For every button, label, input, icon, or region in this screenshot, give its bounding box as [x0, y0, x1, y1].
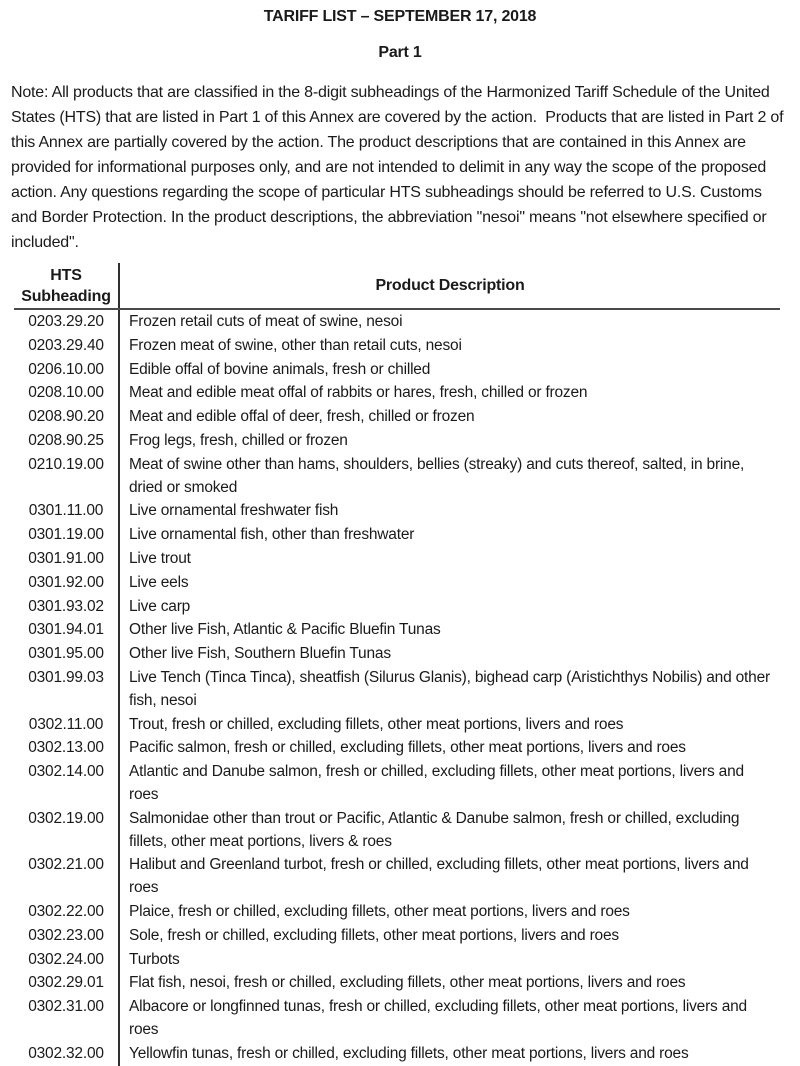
document-title: TARIFF LIST – SEPTEMBER 17, 2018 [263, 8, 537, 25]
product-description-cell: Yellowfin tunas, fresh or chilled, excluding fillets, other meat portions, livers and roes [118, 1042, 780, 1066]
product-description-cell: Turbots [118, 948, 780, 972]
product-description-cell: Halibut and Greenland turbot, fresh or chilled, excluding fillets, other meat portions, livers and roes [118, 853, 780, 900]
hts-code-cell: 0301.11.00 [28, 502, 104, 520]
table-row [14, 1042, 780, 1066]
product-description-cell: Frog legs, fresh, chilled or frozen [118, 429, 780, 453]
note-paragraph: Note: All products that are classified in the 8-digit subheadings of the Harmonized Tariff Schedule of the United States (HTS) that are listed in Part 1 of this Annex are covered by the action. Products that are listed in Part 2 of this Annex are partially covered by the action. The product descriptions that are contained in this Annex are provided for informational purposes only, and are not intended to delimit in any way the scope of the proposed action. Any questions regarding the scope of particular HTS subheadings should be referred to U.S. Customs and Border Protection. In the product descriptions, the abbreviation "nesoi" means "not elsewhere specified or included". [11, 84, 788, 251]
product-description-cell: Albacore or longfinned tunas, fresh or chilled, excluding fillets, other meat portions, livers and roes [118, 995, 780, 1042]
document-subtitle: Part 1 [378, 44, 422, 61]
product-description-cell: Flat fish, nesoi, fresh or chilled, excluding fillets, other meat portions, livers and roes [118, 971, 780, 995]
table-row [14, 381, 780, 405]
hts-code-cell: 0302.13.00 [28, 739, 104, 757]
table-row [14, 334, 780, 358]
table-row [14, 499, 780, 523]
product-description-cell: Meat of swine other than hams, shoulders, bellies (streaky) and cuts thereof, salted, in brine, dried or smoked [118, 453, 780, 500]
hts-code-cell: 0301.19.00 [28, 526, 104, 544]
hts-code-cell: 0302.23.00 [28, 926, 104, 944]
table-row [14, 971, 780, 995]
product-description-cell: Other live Fish, Southern Bluefin Tunas [118, 642, 780, 666]
hts-code-cell: 0302.31.00 [28, 998, 104, 1016]
table-row [14, 571, 780, 595]
table-row [14, 995, 780, 1042]
table-row [14, 595, 780, 619]
table-row [14, 453, 780, 500]
hts-code-cell: 0301.91.00 [28, 549, 104, 567]
hts-code-cell: 0301.92.00 [28, 573, 104, 591]
product-description-cell: Live eels [118, 571, 780, 595]
hts-code-cell: 0203.29.40 [28, 336, 104, 354]
product-description-cell: Meat and edible meat offal of rabbits or hares, fresh, chilled or frozen [118, 381, 780, 405]
hts-code-cell: 0302.11.00 [28, 715, 104, 733]
hts-code-cell: 0210.19.00 [28, 455, 104, 473]
product-description-cell: Live ornamental fish, other than freshwater [118, 523, 780, 547]
table-body [14, 310, 780, 1066]
product-description-cell: Sole, fresh or chilled, excluding fillets, other meat portions, livers and roes [118, 924, 780, 948]
product-description-cell: Other live Fish, Atlantic & Pacific Bluefin Tunas [118, 618, 780, 642]
hts-code-cell: 0208.90.20 [28, 408, 104, 426]
hts-code-cell: 0301.95.00 [28, 645, 104, 663]
product-description-cell: Meat and edible offal of deer, fresh, chilled or frozen [118, 405, 780, 429]
product-description-cell: Frozen meat of swine, other than retail cuts, nesoi [118, 334, 780, 358]
column-header-product-description: Product Description [118, 263, 780, 308]
table-row [14, 523, 780, 547]
table-row [14, 310, 780, 334]
hts-code-cell: 0302.14.00 [28, 763, 104, 781]
table-row [14, 642, 780, 666]
hts-code-cell: 0208.90.25 [28, 431, 104, 449]
hts-code-cell: 0302.22.00 [28, 902, 104, 920]
hts-code-cell: 0206.10.00 [28, 360, 104, 378]
product-description-cell: Live carp [118, 595, 780, 619]
table-row [14, 713, 780, 737]
hts-code-cell: 0302.24.00 [28, 950, 104, 968]
table-row [14, 358, 780, 382]
column-header-hts-subheading: HTS Subheading [21, 267, 111, 305]
hts-code-cell: 0301.99.03 [28, 668, 104, 686]
table-row [14, 924, 780, 948]
hts-code-cell: 0302.19.00 [28, 809, 104, 827]
table-row [14, 736, 780, 760]
product-description-cell: Atlantic and Danube salmon, fresh or chilled, excluding fillets, other meat portions, livers and roes [118, 760, 780, 807]
hts-code-cell: 0208.10.00 [28, 384, 104, 402]
product-description-cell: Salmonidae other than trout or Pacific, Atlantic & Danube salmon, fresh or chilled, excluding fillets, other meat portions, livers & roes [118, 807, 780, 854]
table-row [14, 948, 780, 972]
hts-code-cell: 0203.29.20 [28, 313, 104, 330]
product-description-cell: Pacific salmon, fresh or chilled, excluding fillets, other meat portions, livers and roes [118, 736, 780, 760]
table-header-row [14, 263, 780, 310]
product-description-cell: Live ornamental freshwater fish [118, 499, 780, 523]
product-description-cell: Edible offal of bovine animals, fresh or chilled [118, 358, 780, 382]
tariff-table [14, 263, 780, 1066]
product-description-cell: Trout, fresh or chilled, excluding fillets, other meat portions, livers and roes [118, 713, 780, 737]
hts-code-cell: 0302.32.00 [28, 1044, 104, 1062]
table-row [14, 618, 780, 642]
table-row [14, 807, 780, 854]
table-row [14, 405, 780, 429]
product-description-cell: Frozen retail cuts of meat of swine, nesoi [118, 310, 780, 334]
hts-code-cell: 0302.29.01 [28, 974, 104, 992]
hts-code-cell: 0301.94.01 [28, 621, 104, 639]
hts-code-cell: 0302.21.00 [28, 856, 104, 874]
table-row [14, 429, 780, 453]
hts-code-cell: 0301.93.02 [28, 597, 104, 615]
table-row [14, 666, 780, 713]
table-row [14, 900, 780, 924]
product-description-cell: Live Tench (Tinca Tinca), sheatfish (Silurus Glanis), bighead carp (Aristichthys Nobilis) and other fish, nesoi [118, 666, 780, 713]
table-row [14, 760, 780, 807]
table-row [14, 853, 780, 900]
product-description-cell: Live trout [118, 547, 780, 571]
product-description-cell: Plaice, fresh or chilled, excluding fillets, other meat portions, livers and roes [118, 900, 780, 924]
table-row [14, 547, 780, 571]
